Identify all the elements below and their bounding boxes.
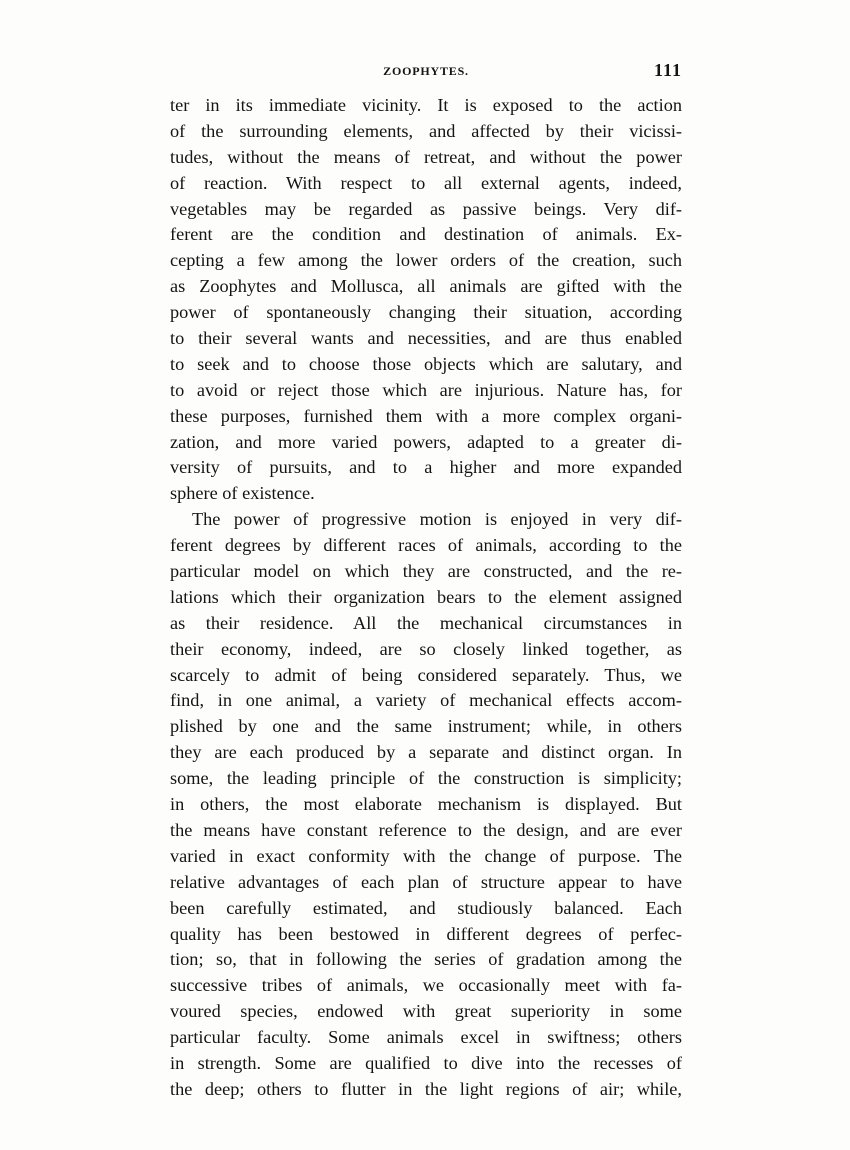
paragraph-end-line: sphere of existence. — [170, 483, 315, 504]
text-line: tion; so, that in following the series of gradation among the — [170, 949, 682, 970]
text-line: been carefully estimated, and studiously balanced. Each — [170, 897, 682, 918]
body-text — [170, 93, 682, 1103]
text-line: zation, and more varied powers, adapted to a greater di- — [170, 431, 682, 452]
text-line: as Zoophytes and Mollusca, all animals are gifted with the — [170, 276, 682, 297]
text-line: to seek and to choose those objects which are salutary, and — [170, 353, 682, 374]
text-line: in others, the most elaborate mechanism is displayed. But — [170, 794, 682, 815]
text-line: successive tribes of animals, we occasionally meet with fa- — [170, 975, 682, 996]
text-line: scarcely to admit of being considered separately. Thus, we — [170, 664, 682, 685]
text-line: find, in one animal, a variety of mechanical effects accom- — [170, 690, 682, 711]
text-line: the deep; others to flutter in the light regions of air; while, — [170, 1078, 682, 1099]
text-line: vegetables may be regarded as passive beings. Very dif- — [170, 198, 682, 219]
running-head — [170, 60, 682, 86]
text-line: power of spontaneously changing their situation, according — [170, 302, 682, 323]
text-line: these purposes, furnished them with a more complex organi- — [170, 405, 682, 426]
text-line: particular model on which they are constructed, and the re- — [170, 561, 682, 582]
page-number: 111 — [653, 60, 682, 80]
text-line: quality has been bestowed in different degrees of perfec- — [170, 923, 682, 944]
text-line: versity of pursuits, and to a higher and more expanded — [170, 457, 682, 478]
text-line: plished by one and the same instrument; while, in others — [170, 716, 682, 737]
text-line: to avoid or reject those which are injurious. Nature has, for — [170, 379, 682, 400]
paragraph-start-line: The power of progressive motion is enjoyed in very dif- — [192, 509, 682, 530]
text-line: in strength. Some are qualified to dive into the recesses of — [170, 1052, 682, 1073]
text-line: varied in exact conformity with the change of purpose. The — [170, 845, 682, 866]
text-line: particular faculty. Some animals excel in swiftness; others — [170, 1027, 682, 1048]
text-line: as their residence. All the mechanical circumstances in — [170, 612, 682, 633]
text-line: the means have constant reference to the design, and are ever — [170, 819, 682, 840]
running-title: ZOOPHYTES. — [383, 64, 469, 78]
text-line: they are each produced by a separate and distinct organ. In — [170, 742, 682, 763]
text-line: lations which their organization bears to the element assigned — [170, 586, 682, 607]
text-line: voured species, endowed with great superiority in some — [170, 1001, 682, 1022]
text-line: ferent are the condition and destination of animals. Ex- — [170, 224, 682, 245]
text-line: of reaction. With respect to all external agents, indeed, — [170, 172, 682, 193]
text-line: their economy, indeed, are so closely linked together, as — [170, 638, 682, 659]
text-line: some, the leading principle of the construction is simplicity; — [170, 768, 682, 789]
text-line: tudes, without the means of retreat, and without the power — [170, 146, 682, 167]
text-line: ferent degrees by different races of animals, according to the — [170, 535, 682, 556]
text-line: of the surrounding elements, and affected by their vicissi- — [170, 120, 682, 141]
text-line: ter in its immediate vicinity. It is exposed to the action — [170, 95, 682, 115]
text-line: to their several wants and necessities, and are thus enabled — [170, 328, 682, 349]
text-line: cepting a few among the lower orders of the creation, such — [170, 250, 682, 271]
text-line: relative advantages of each plan of structure appear to have — [170, 871, 682, 892]
